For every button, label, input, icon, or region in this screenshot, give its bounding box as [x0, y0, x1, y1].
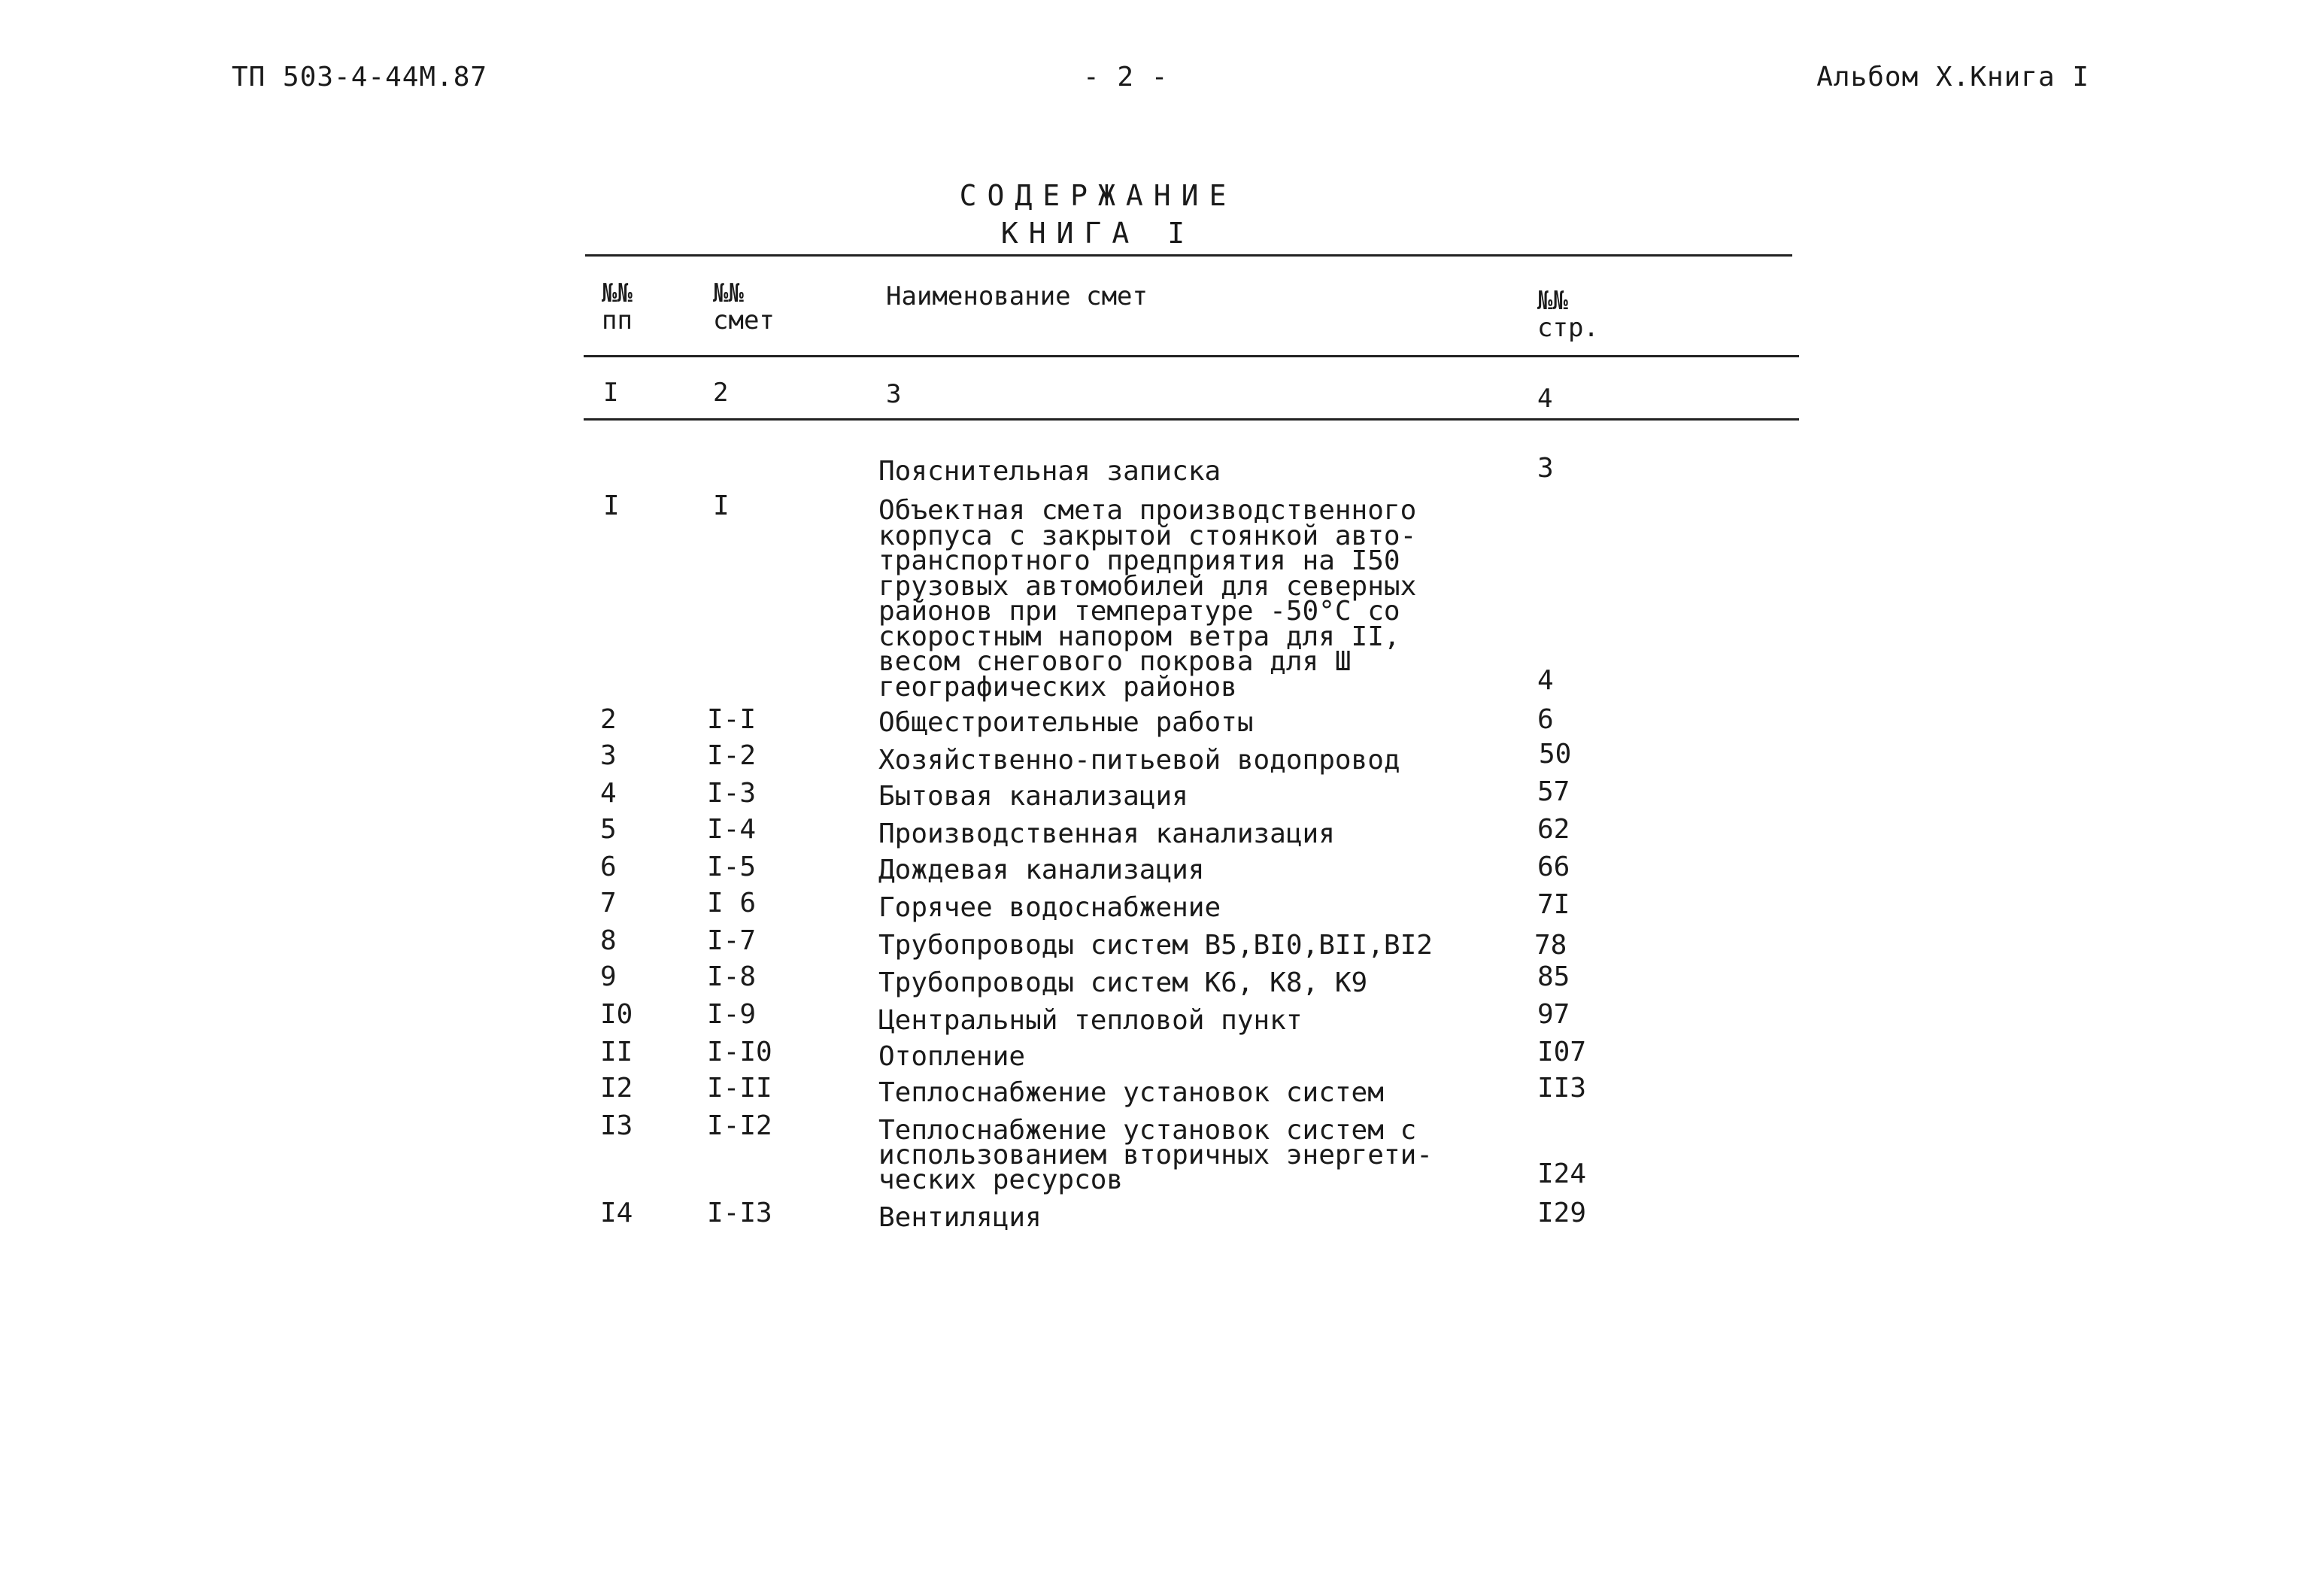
table-row-smet: I-I0	[707, 1037, 772, 1067]
table-row-page: 50	[1539, 739, 1572, 770]
contents-title: СОДЕРЖАНИЕ	[959, 179, 1237, 212]
table-row-name: Объектная смета производственного корпуса с закрытой стоянкой авто- транспортного предприятия на I50 грузовых автомобилей для северных районов при температуре -50°С со скоростным напором ветра для II, весом снегового покрова для Ш географических районов	[878, 495, 1417, 703]
table-row-name: Общестроительные работы	[878, 707, 1254, 738]
table-row-smet: I-8	[707, 961, 757, 992]
table-row-pp: 4	[600, 778, 617, 809]
table-row-name: Горячее водоснабжение	[878, 892, 1221, 923]
col-number-4: 4	[1537, 384, 1553, 414]
col-header-name: Наименование смет	[886, 281, 1148, 311]
document-code: ТП 503-4-44М.87	[232, 62, 488, 93]
table-row-smet: I-9	[707, 999, 757, 1030]
table-row-name: Хозяйственно-питьевой водопровод	[878, 745, 1400, 776]
table-row-smet: I-II	[707, 1073, 772, 1104]
table-row-smet: I-2	[707, 740, 757, 771]
column-numbers-rule	[584, 418, 1799, 421]
table-row-pp: 6	[600, 852, 617, 882]
table-row-pp: 2	[600, 704, 617, 735]
table-row-pp: I	[603, 490, 620, 521]
col-number-3: 3	[886, 379, 902, 409]
col-number-1: I	[603, 378, 619, 408]
table-row-page: 57	[1537, 776, 1570, 807]
table-row-smet: I-3	[707, 778, 757, 809]
table-row-smet: I-I3	[707, 1198, 772, 1228]
table-row-page: 97	[1537, 999, 1570, 1030]
table-row-page: I24	[1537, 1158, 1587, 1189]
table-row-smet: I-5	[707, 852, 757, 882]
table-row-page: 66	[1537, 852, 1570, 882]
table-row-name: Трубопроводы систем В5,ВI0,ВII,ВI2	[878, 930, 1433, 961]
table-row-page: 78	[1534, 930, 1567, 961]
book-subtitle: КНИГА I	[1000, 217, 1196, 250]
table-row-page: I29	[1537, 1198, 1587, 1228]
table-row-pp: 8	[600, 925, 617, 956]
table-row-name: Производственная канализация	[878, 818, 1335, 849]
col-header-pp: №№ пп	[602, 278, 633, 336]
table-row-name: Отопление	[878, 1041, 1026, 1072]
col-header-smet: №№ смет	[713, 278, 775, 336]
table-row-name: Центральный тепловой пункт	[878, 1005, 1303, 1036]
table-row-pp: II	[600, 1037, 633, 1067]
page-number: - 2 -	[1083, 62, 1169, 93]
table-row-page: 85	[1537, 961, 1570, 992]
table-row-pp: 7	[600, 888, 617, 919]
table-row-smet: I-7	[707, 925, 757, 956]
table-row-pp: I3	[600, 1110, 633, 1141]
table-row-pp: I0	[600, 999, 633, 1030]
table-row-page: II3	[1537, 1073, 1587, 1104]
table-row-pp: I2	[600, 1073, 633, 1104]
table-row-name: Трубопроводы систем К6, К8, К9	[878, 967, 1368, 998]
table-row-page: 62	[1537, 814, 1570, 845]
table-row-name: Пояснительная записка	[878, 456, 1221, 487]
table-row-smet: I	[713, 490, 730, 521]
table-row-page: 3	[1537, 453, 1554, 484]
table-top-rule	[585, 254, 1792, 257]
table-row-pp: 5	[600, 814, 617, 845]
table-row-page: I07	[1537, 1037, 1587, 1067]
table-row-name: Теплоснабжение установок систем	[878, 1077, 1384, 1108]
album-label: Альбом Х.Книга I	[1816, 62, 2089, 93]
table-row-smet: I-I	[707, 704, 757, 735]
table-row-name: Дождевая канализация	[878, 855, 1205, 885]
table-row-pp: 3	[600, 740, 617, 771]
table-row-name: Вентиляция	[878, 1202, 1042, 1233]
table-row-pp: 9	[600, 961, 617, 992]
header-bottom-rule	[584, 355, 1799, 357]
col-header-page: №№ стр.	[1537, 286, 1599, 343]
table-row-page: 7I	[1537, 889, 1570, 920]
col-number-2: 2	[713, 378, 729, 408]
table-row-page: 6	[1537, 704, 1554, 735]
table-row-name: Бытовая канализация	[878, 781, 1188, 812]
table-row-name: Теплоснабжение установок систем с использованием вторичных энергети- ческих ресурсов	[878, 1115, 1433, 1195]
table-row-pp: I4	[600, 1198, 633, 1228]
table-row-smet: I-I2	[707, 1110, 772, 1141]
table-row-page: 4	[1537, 665, 1554, 696]
table-row-smet: I 6	[707, 888, 757, 919]
table-row-smet: I-4	[707, 814, 757, 845]
